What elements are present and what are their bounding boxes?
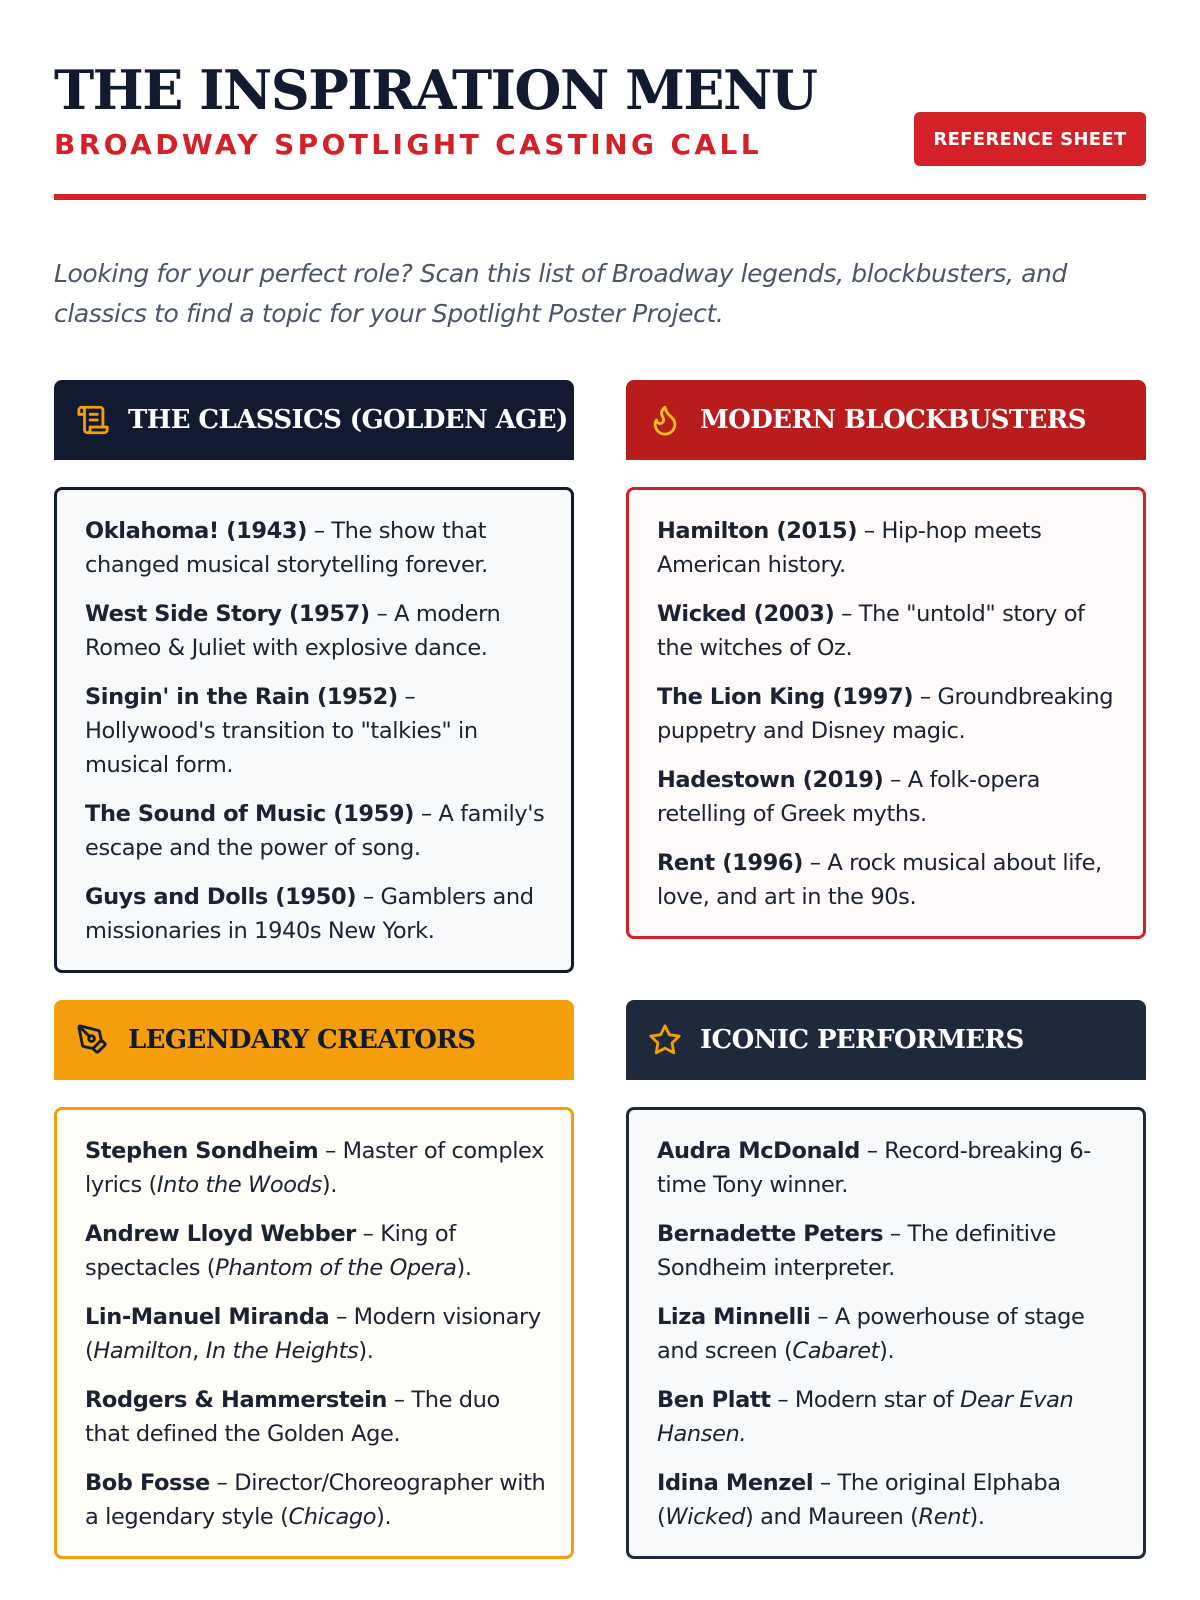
section-list <box>626 1107 1146 1559</box>
flame-icon <box>648 403 682 437</box>
list-item <box>85 514 547 582</box>
section-iconic-performers <box>626 1000 1146 1559</box>
entry-description: – The "untold" story of the witches of Oz. <box>657 601 1085 661</box>
entry-description: – Master of complex lyrics ( <box>85 1138 545 1198</box>
entry-name: Oklahoma! (1943) <box>85 518 307 544</box>
reference-sheet-button[interactable]: REFERENCE SHEET <box>914 112 1146 166</box>
entry-description: – A family's escape and the power of song. <box>85 801 545 861</box>
entry-work-title: In the Heights <box>205 1338 359 1364</box>
entry-name: The Sound of Music (1959) <box>85 801 415 827</box>
entry-name: Singin' in the Rain (1952) <box>85 684 398 710</box>
entry-work-title: Chicago <box>288 1504 377 1530</box>
entry-name: Bob Fosse <box>85 1470 210 1496</box>
list-item <box>85 597 547 665</box>
section-header <box>54 1000 574 1080</box>
list-item <box>85 680 547 782</box>
list-item <box>657 1466 1119 1534</box>
entry-work-title: Dear Evan Hansen. <box>657 1387 1074 1447</box>
entry-description: – A modern Romeo & Juliet with explosive dance. <box>85 601 501 661</box>
entry-description: , <box>192 1338 206 1364</box>
list-item <box>85 1217 547 1285</box>
entry-description: – Groundbreaking puppetry and Disney magic. <box>657 684 1114 744</box>
entry-work-title: Wicked <box>665 1504 746 1530</box>
intro-text: Looking for your perfect role? Scan this list of Broadway legends, blockbusters, and classics to find a topic for your Spotlight Poster Project. <box>54 259 1067 328</box>
list-item <box>657 597 1119 665</box>
list-item <box>657 1300 1119 1368</box>
entry-name: Wicked (2003) <box>657 601 835 627</box>
entry-description: – A rock musical about life, love, and art in the 90s. <box>657 850 1102 910</box>
entry-name: Hamilton (2015) <box>657 518 858 544</box>
entry-description: – Hollywood's transition to "talkies" in musical form. <box>85 684 478 778</box>
pen-tool-icon <box>76 1023 110 1057</box>
entry-name: West Side Story (1957) <box>85 601 370 627</box>
entry-description: ). <box>321 1172 337 1198</box>
entry-description: – Modern visionary ( <box>85 1304 541 1364</box>
list-item <box>657 763 1119 831</box>
entry-name: Guys and Dolls (1950) <box>85 884 357 910</box>
entry-name: Hadestown (2019) <box>657 767 884 793</box>
entry-description: – The show that changed musical storytelling forever. <box>85 518 488 578</box>
page <box>54 0 1146 1600</box>
entry-work-title: Cabaret <box>792 1338 880 1364</box>
section-header <box>626 380 1146 460</box>
list-item <box>85 1383 547 1451</box>
page-title: THE INSPIRATION MENU <box>54 58 817 122</box>
entry-name: Ben Platt <box>657 1387 771 1413</box>
entry-work-title: Into the Woods <box>156 1172 322 1198</box>
star-icon <box>648 1023 682 1057</box>
section-title: ICONIC PERFORMERS <box>700 1025 1024 1055</box>
entry-description: – The duo that defined the Golden Age. <box>85 1387 500 1447</box>
list-item <box>657 1134 1119 1202</box>
section-title: LEGENDARY CREATORS <box>128 1025 476 1055</box>
scroll-icon <box>76 403 110 437</box>
entry-description: – King of spectacles ( <box>85 1221 456 1281</box>
section-header <box>54 380 574 460</box>
section-list <box>54 1107 574 1559</box>
list-item <box>657 1217 1119 1285</box>
entry-name: The Lion King (1997) <box>657 684 914 710</box>
section-list <box>54 487 574 973</box>
entry-work-title: Rent <box>918 1504 970 1530</box>
list-item <box>85 880 547 948</box>
entry-description: – Modern star of <box>770 1387 961 1413</box>
list-item <box>85 797 547 865</box>
entry-description: ). <box>358 1338 374 1364</box>
entry-description: ). <box>376 1504 392 1530</box>
entry-work-title: Phantom of the Opera <box>215 1255 457 1281</box>
entry-name: Rodgers & Hammerstein <box>85 1387 388 1413</box>
entry-name: Liza Minnelli <box>657 1304 811 1330</box>
header-divider <box>54 194 1146 200</box>
entry-name: Audra McDonald <box>657 1138 860 1164</box>
section-header <box>626 1000 1146 1080</box>
entry-name: Stephen Sondheim <box>85 1138 319 1164</box>
list-item <box>657 846 1119 914</box>
list-item <box>657 1383 1119 1451</box>
entry-work-title: Hamilton <box>93 1338 193 1364</box>
entry-name: Andrew Lloyd Webber <box>85 1221 356 1247</box>
entry-description: – Hip-hop meets American history. <box>657 518 1042 578</box>
list-item <box>85 1134 547 1202</box>
entry-description: – The original Elphaba ( <box>657 1470 1061 1530</box>
entry-description: – The definitive Sondheim interpreter. <box>657 1221 1056 1281</box>
entry-description: – A folk-opera retelling of Greek myths. <box>657 767 1040 827</box>
list-item <box>85 1300 547 1368</box>
list-item <box>657 680 1119 748</box>
section-classics <box>54 380 574 973</box>
entry-name: Bernadette Peters <box>657 1221 884 1247</box>
section-modern-blockbusters <box>626 380 1146 939</box>
entry-description: ). <box>456 1255 472 1281</box>
entry-description: ). <box>969 1504 985 1530</box>
entry-description: – A powerhouse of stage and screen ( <box>657 1304 1085 1364</box>
list-item <box>85 1466 547 1534</box>
entry-name: Idina Menzel <box>657 1470 814 1496</box>
entry-name: Rent (1996) <box>657 850 803 876</box>
entry-description: ) and Maureen ( <box>745 1504 919 1530</box>
entry-description: – Gamblers and missionaries in 1940s New York. <box>85 884 534 944</box>
section-list <box>626 487 1146 939</box>
entry-description: ). <box>879 1338 895 1364</box>
section-legendary-creators <box>54 1000 574 1559</box>
entry-name: Lin-Manuel Miranda <box>85 1304 330 1330</box>
section-title: MODERN BLOCKBUSTERS <box>700 405 1086 435</box>
page-subtitle: BROADWAY SPOTLIGHT CASTING CALL <box>54 128 762 161</box>
entry-description: – Record-breaking 6-time Tony winner. <box>657 1138 1092 1198</box>
entry-description: – Director/Choreographer with a legendary style ( <box>85 1470 546 1530</box>
section-title: THE CLASSICS (GOLDEN AGE) <box>128 405 568 435</box>
list-item <box>657 514 1119 582</box>
